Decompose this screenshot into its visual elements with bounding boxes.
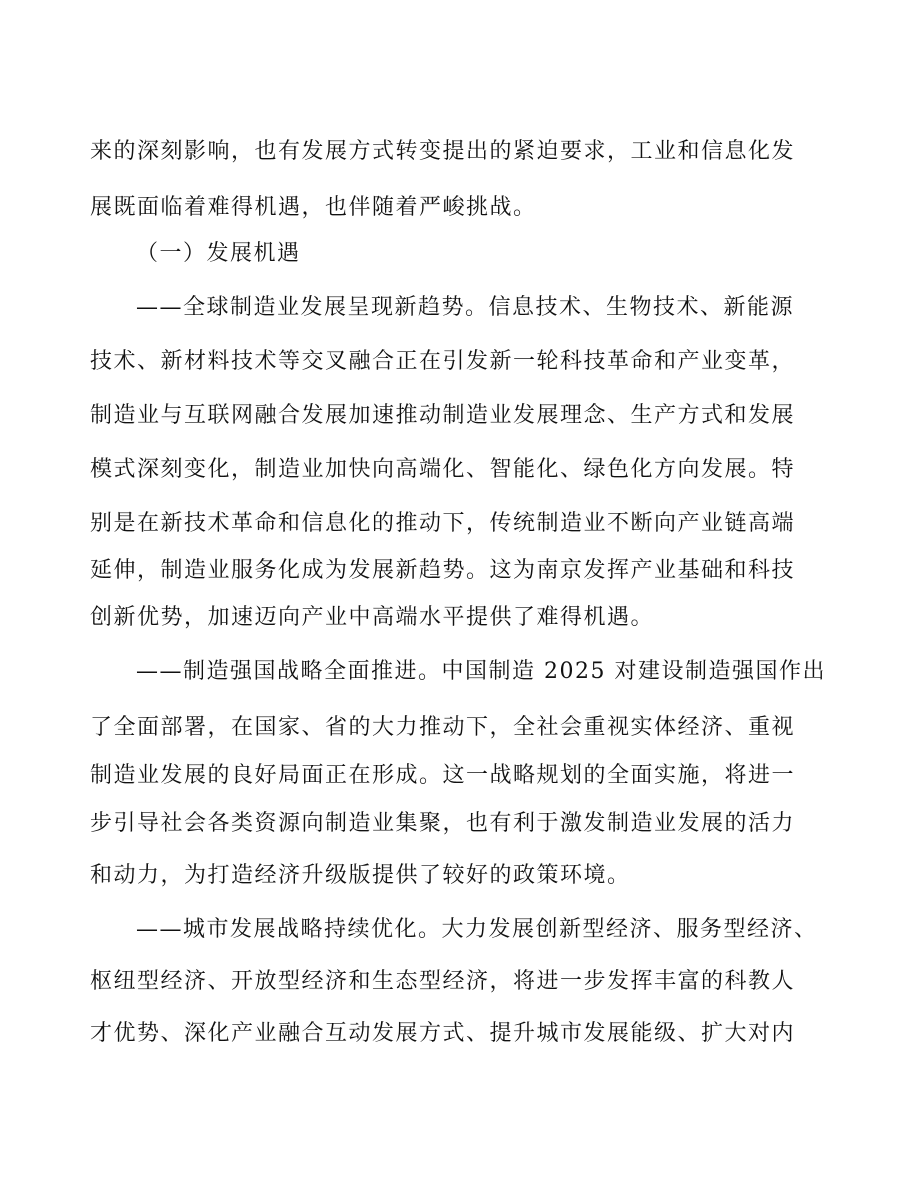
paragraph-line: ——城市发展战略持续优化。大力发展创新型经济、服务型经济、 xyxy=(136,917,818,942)
paragraph-line: 了全面部署，在国家、省的大力推动下，全社会重视实体经济、重视 xyxy=(90,715,796,740)
paragraph-line: 和动力，为打造经济升级版提供了较好的政策环境。 xyxy=(90,863,631,888)
paragraph-line: 制造业与互联网融合发展加速推动制造业发展理念、生产方式和发展 xyxy=(90,403,796,428)
paragraph-line: 展既面临着难得机遇，也伴随着严峻挑战。 xyxy=(90,195,537,220)
paragraph-line: 才优势、深化产业融合互动发展方式、提升城市发展能级、扩大对内 xyxy=(90,1021,796,1046)
paragraph-line: 来的深刻影响，也有发展方式转变提出的紧迫要求，工业和信息化发 xyxy=(90,139,796,164)
paragraph-line: ——全球制造业发展呈现新趋势。信息技术、生物技术、新能源 xyxy=(136,295,795,320)
paragraph-line: 制造业发展的良好局面正在形成。这一战略规划的全面实施，将进一 xyxy=(90,763,796,788)
paragraph-line: 别是在新技术革命和信息化的推动下，传统制造业不断向产业链高端 xyxy=(90,511,796,536)
paragraph-line: 枢纽型经济、开放型经济和生态型经济，将进一步发挥丰富的科教人 xyxy=(90,969,796,994)
paragraph-line: 模式深刻变化，制造业加快向高端化、智能化、绿色化方向发展。特 xyxy=(90,457,796,482)
paragraph-line: 技术、新材料技术等交叉融合正在引发新一轮科技革命和产业变革， xyxy=(90,349,796,374)
paragraph-line: 步引导社会各类资源向制造业集聚，也有利于激发制造业发展的活力 xyxy=(90,811,796,836)
paragraph-line: 创新优势，加速迈向产业中高端水平提供了难得机遇。 xyxy=(90,605,655,630)
paragraph-line: 延伸，制造业服务化成为发展新趋势。这为南京发挥产业基础和科技 xyxy=(90,558,796,583)
paragraph-line: ——制造强国战略全面推进。中国制造 2025 对建设制造强国作出 xyxy=(136,659,826,684)
section-heading: （一）发展机遇 xyxy=(136,241,301,266)
